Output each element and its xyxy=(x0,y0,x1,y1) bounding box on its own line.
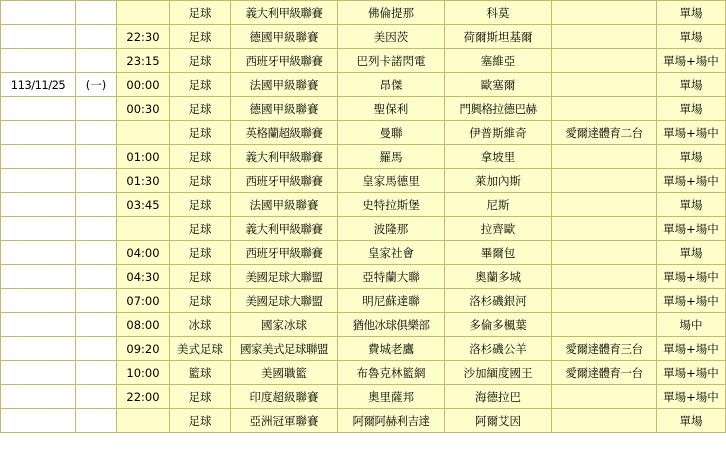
cell-team-a: 美因茨 xyxy=(338,25,445,49)
cell-team-b: 海德拉巴 xyxy=(445,385,552,409)
cell-note: 單場 xyxy=(657,1,726,25)
cell-team-a: 波隆那 xyxy=(338,217,445,241)
cell-league: 英格蘭超級聯賽 xyxy=(231,121,338,145)
cell-note: 單場+場中 xyxy=(657,49,726,73)
cell-channel xyxy=(552,49,657,73)
cell-date xyxy=(1,361,76,385)
cell-time: 00:00 xyxy=(117,73,170,97)
cell-league: 法國甲級聯賽 xyxy=(231,193,338,217)
table-row xyxy=(1,25,726,49)
cell-sport: 足球 xyxy=(170,1,231,25)
cell-time xyxy=(117,409,170,433)
cell-league: 印度超級聯賽 xyxy=(231,385,338,409)
cell-weekday xyxy=(76,145,117,169)
cell-team-b: 塞維亞 xyxy=(445,49,552,73)
cell-weekday xyxy=(76,409,117,433)
cell-team-a: 皇家馬德里 xyxy=(338,169,445,193)
cell-date xyxy=(1,145,76,169)
cell-time: 09:20 xyxy=(117,337,170,361)
cell-team-b: 拉齊歐 xyxy=(445,217,552,241)
cell-sport: 足球 xyxy=(170,289,231,313)
cell-note: 場中 xyxy=(657,313,726,337)
cell-time: 10:00 xyxy=(117,361,170,385)
cell-sport: 足球 xyxy=(170,193,231,217)
cell-league: 西班牙甲級聯賽 xyxy=(231,169,338,193)
cell-channel xyxy=(552,145,657,169)
cell-time: 08:00 xyxy=(117,313,170,337)
cell-weekday xyxy=(76,97,117,121)
cell-time: 00:30 xyxy=(117,97,170,121)
cell-date xyxy=(1,25,76,49)
cell-note: 單場+場中 xyxy=(657,169,726,193)
cell-team-b: 阿爾艾因 xyxy=(445,409,552,433)
cell-channel xyxy=(552,25,657,49)
cell-channel xyxy=(552,169,657,193)
cell-sport: 足球 xyxy=(170,217,231,241)
cell-date xyxy=(1,289,76,313)
cell-team-a: 羅馬 xyxy=(338,145,445,169)
table-row xyxy=(1,265,726,289)
cell-league: 德國甲級聯賽 xyxy=(231,97,338,121)
cell-note: 單場 xyxy=(657,409,726,433)
table-row xyxy=(1,193,726,217)
cell-weekday xyxy=(76,289,117,313)
cell-channel xyxy=(552,217,657,241)
table-row xyxy=(1,385,726,409)
cell-date xyxy=(1,1,76,25)
cell-sport: 足球 xyxy=(170,265,231,289)
table-row xyxy=(1,73,726,97)
schedule-table-body xyxy=(1,1,726,433)
cell-weekday xyxy=(76,361,117,385)
cell-channel xyxy=(552,73,657,97)
cell-league: 國家美式足球聯盟 xyxy=(231,337,338,361)
cell-weekday xyxy=(76,1,117,25)
cell-sport: 足球 xyxy=(170,409,231,433)
cell-team-b: 拿坡里 xyxy=(445,145,552,169)
cell-note: 單場 xyxy=(657,241,726,265)
cell-weekday xyxy=(76,313,117,337)
cell-sport: 足球 xyxy=(170,145,231,169)
cell-team-b: 洛杉磯公羊 xyxy=(445,337,552,361)
table-row xyxy=(1,241,726,265)
cell-channel xyxy=(552,313,657,337)
cell-league: 西班牙甲級聯賽 xyxy=(231,49,338,73)
cell-sport: 足球 xyxy=(170,25,231,49)
cell-team-a: 佛倫提那 xyxy=(338,1,445,25)
cell-team-a: 史特拉斯堡 xyxy=(338,193,445,217)
cell-note: 單場 xyxy=(657,73,726,97)
cell-time: 01:30 xyxy=(117,169,170,193)
cell-team-a: 布魯克林籃網 xyxy=(338,361,445,385)
cell-league: 義大利甲級聯賽 xyxy=(231,145,338,169)
cell-note: 單場+場中 xyxy=(657,385,726,409)
cell-sport: 足球 xyxy=(170,241,231,265)
cell-weekday xyxy=(76,193,117,217)
cell-note: 單場+場中 xyxy=(657,337,726,361)
cell-note: 單場 xyxy=(657,193,726,217)
cell-channel xyxy=(552,193,657,217)
cell-weekday xyxy=(76,265,117,289)
cell-league: 義大利甲級聯賽 xyxy=(231,1,338,25)
cell-note: 單場+場中 xyxy=(657,361,726,385)
cell-league: 西班牙甲級聯賽 xyxy=(231,241,338,265)
cell-sport: 足球 xyxy=(170,169,231,193)
cell-team-b: 伊普斯維奇 xyxy=(445,121,552,145)
cell-weekday xyxy=(76,121,117,145)
table-row xyxy=(1,337,726,361)
cell-sport: 足球 xyxy=(170,73,231,97)
cell-league: 美國職籃 xyxy=(231,361,338,385)
table-row xyxy=(1,1,726,25)
cell-date xyxy=(1,169,76,193)
cell-team-a: 曼聯 xyxy=(338,121,445,145)
cell-date xyxy=(1,313,76,337)
cell-team-a: 巴列卡諾閃電 xyxy=(338,49,445,73)
cell-channel xyxy=(552,409,657,433)
cell-sport: 足球 xyxy=(170,385,231,409)
cell-date xyxy=(1,97,76,121)
cell-date xyxy=(1,49,76,73)
cell-note: 單場 xyxy=(657,145,726,169)
cell-channel xyxy=(552,97,657,121)
cell-weekday xyxy=(76,385,117,409)
cell-team-a: 昂傑 xyxy=(338,73,445,97)
cell-team-a: 奧里薩邦 xyxy=(338,385,445,409)
cell-channel xyxy=(552,1,657,25)
cell-sport: 籃球 xyxy=(170,361,231,385)
cell-channel xyxy=(552,241,657,265)
table-row xyxy=(1,217,726,241)
cell-league: 亞洲冠軍聯賽 xyxy=(231,409,338,433)
cell-sport: 冰球 xyxy=(170,313,231,337)
cell-date xyxy=(1,217,76,241)
cell-team-a: 猶他冰球俱樂部 xyxy=(338,313,445,337)
cell-channel xyxy=(552,385,657,409)
cell-team-a: 阿爾阿赫利吉達 xyxy=(338,409,445,433)
cell-team-b: 沙加緬度國王 xyxy=(445,361,552,385)
cell-note: 單場+場中 xyxy=(657,217,726,241)
cell-time: 22:30 xyxy=(117,25,170,49)
cell-note: 單場+場中 xyxy=(657,289,726,313)
cell-time: 04:30 xyxy=(117,265,170,289)
cell-time: 07:00 xyxy=(117,289,170,313)
cell-league: 德國甲級聯賽 xyxy=(231,25,338,49)
cell-team-b: 歐塞爾 xyxy=(445,73,552,97)
cell-sport: 足球 xyxy=(170,97,231,121)
cell-team-b: 畢爾包 xyxy=(445,241,552,265)
cell-date xyxy=(1,385,76,409)
cell-channel xyxy=(552,289,657,313)
cell-team-b: 荷爾斯坦基爾 xyxy=(445,25,552,49)
cell-league: 美國足球大聯盟 xyxy=(231,265,338,289)
cell-weekday xyxy=(76,337,117,361)
cell-time xyxy=(117,1,170,25)
cell-date xyxy=(1,337,76,361)
cell-weekday xyxy=(76,49,117,73)
cell-league: 義大利甲級聯賽 xyxy=(231,217,338,241)
cell-note: 單場+場中 xyxy=(657,265,726,289)
cell-weekday xyxy=(76,217,117,241)
cell-date xyxy=(1,121,76,145)
cell-time: 01:00 xyxy=(117,145,170,169)
cell-team-a: 亞特蘭大聯 xyxy=(338,265,445,289)
cell-date: 113/11/25 xyxy=(1,73,76,97)
cell-time: 04:00 xyxy=(117,241,170,265)
cell-time xyxy=(117,121,170,145)
cell-date xyxy=(1,241,76,265)
cell-time: 03:45 xyxy=(117,193,170,217)
table-row xyxy=(1,313,726,337)
cell-team-b: 門興格拉德巴赫 xyxy=(445,97,552,121)
cell-league: 國家冰球 xyxy=(231,313,338,337)
cell-weekday: (一) xyxy=(76,73,117,97)
cell-time: 22:00 xyxy=(117,385,170,409)
table-row xyxy=(1,361,726,385)
cell-team-b: 科莫 xyxy=(445,1,552,25)
cell-channel xyxy=(552,265,657,289)
table-row xyxy=(1,169,726,193)
cell-sport: 足球 xyxy=(170,49,231,73)
cell-team-a: 明尼蘇達聯 xyxy=(338,289,445,313)
cell-sport: 美式足球 xyxy=(170,337,231,361)
cell-weekday xyxy=(76,169,117,193)
cell-league: 法國甲級聯賽 xyxy=(231,73,338,97)
table-row xyxy=(1,121,726,145)
table-row xyxy=(1,49,726,73)
cell-team-b: 洛杉磯銀河 xyxy=(445,289,552,313)
cell-time: 23:15 xyxy=(117,49,170,73)
cell-weekday xyxy=(76,25,117,49)
cell-channel: 愛爾達體育二台 xyxy=(552,121,657,145)
table-row xyxy=(1,97,726,121)
table-row xyxy=(1,289,726,313)
table-row xyxy=(1,145,726,169)
cell-date xyxy=(1,409,76,433)
cell-team-a: 費城老鷹 xyxy=(338,337,445,361)
cell-team-a: 皇家社會 xyxy=(338,241,445,265)
cell-note: 單場 xyxy=(657,97,726,121)
cell-league: 美國足球大聯盟 xyxy=(231,289,338,313)
cell-team-b: 尼斯 xyxy=(445,193,552,217)
cell-sport: 足球 xyxy=(170,121,231,145)
cell-channel: 愛爾達體育三台 xyxy=(552,337,657,361)
cell-team-a: 聖保利 xyxy=(338,97,445,121)
cell-note: 單場+場中 xyxy=(657,121,726,145)
cell-team-b: 奧蘭多城 xyxy=(445,265,552,289)
cell-team-b: 萊加內斯 xyxy=(445,169,552,193)
cell-date xyxy=(1,265,76,289)
cell-channel: 愛爾達體育一台 xyxy=(552,361,657,385)
cell-time xyxy=(117,217,170,241)
cell-date xyxy=(1,193,76,217)
table-row xyxy=(1,409,726,433)
cell-team-b: 多倫多楓葉 xyxy=(445,313,552,337)
cell-weekday xyxy=(76,241,117,265)
cell-note: 單場 xyxy=(657,25,726,49)
